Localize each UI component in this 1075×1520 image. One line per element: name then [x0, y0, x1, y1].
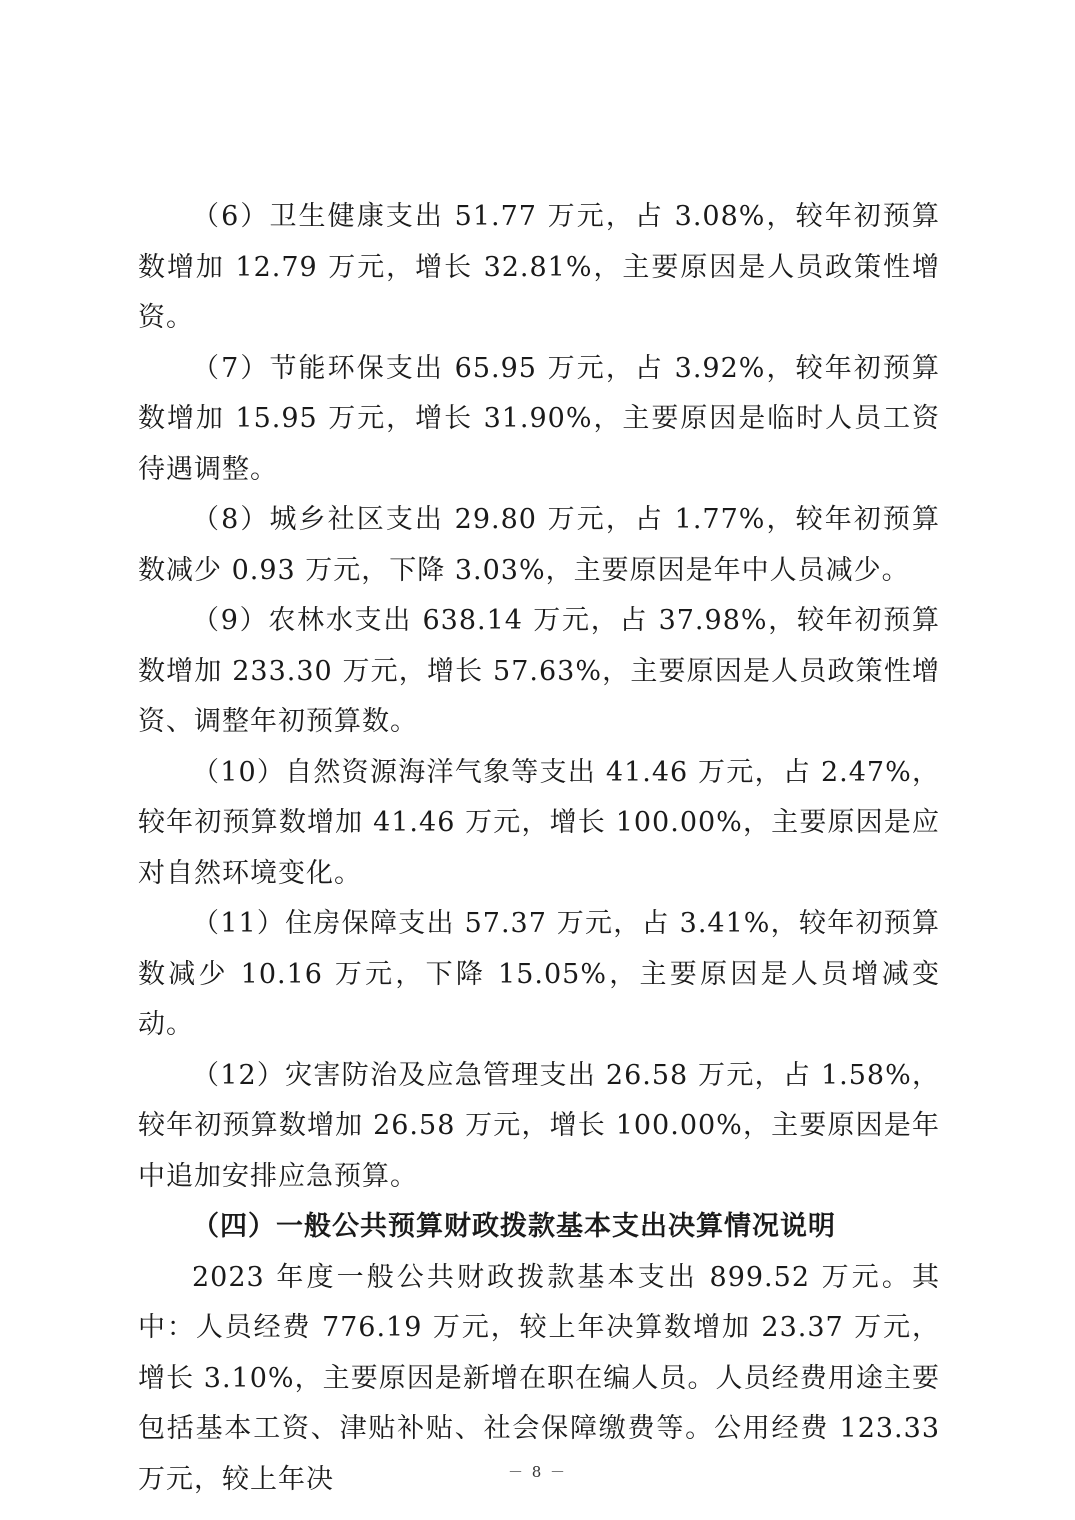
section-heading: （四）一般公共预算财政拨款基本支出决算情况说明: [192, 1211, 836, 1242]
paragraph-housing-security-expenditure: （11）住房保障支出 57.37 万元，占 3.41%，较年初预算数减少 10.16 万元，下降 15.05%，主要原因是人员增减变动。: [138, 908, 940, 1040]
paragraph-health-expenditure: （6）卫生健康支出 51.77 万元，占 3.08%，较年初预算数增加 12.79 万元，增长 32.81%，主要原因是人员政策性增资。: [138, 201, 940, 333]
paragraph-basic-expenditure: 2023 年度一般公共财政拨款基本支出 899.52 万元。其中：人员经费 776.19 万元，较上年决算数增加 23.37 万元，增长 3.10%，主要原因是新增在职在编人员。人员经费用途主要包括基本工资、津贴补贴、社会保障缴费等。公用经费 123.33 万元，较上年决: [138, 1261, 940, 1495]
paragraph-energy-environment-expenditure: （7）节能环保支出 65.95 万元，占 3.92%，较年初预算数增加 15.95 万元，增长 31.90%，主要原因是临时人员工资待遇调整。: [138, 352, 940, 485]
paragraph-natural-resources-expenditure: （10）自然资源海洋气象等支出 41.46 万元，占 2.47%，较年初预算数增加 41.46 万元，增长 100.00%，主要原因是应对自然环境变化。: [138, 756, 940, 889]
paragraph-disaster-prevention-expenditure: （12）灾害防治及应急管理支出 26.58 万元，占 1.58%，较年初预算数增加 26.58 万元，增长 100.00%，主要原因是年中追加安排应急预算。: [138, 1059, 940, 1192]
page-number: － 8 －: [507, 1463, 568, 1481]
paragraph-agriculture-forestry-water-expenditure: （9）农林水支出 638.14 万元，占 37.98%，较年初预算数增加 233.30 万元，增长 57.63%，主要原因是人员政策性增资、调整年初预算数。: [138, 605, 940, 737]
paragraph-urban-rural-community-expenditure: （8）城乡社区支出 29.80 万元，占 1.77%，较年初预算数减少 0.93 万元，下降 3.03%，主要原因是年中人员减少。: [138, 504, 940, 586]
document-body: [138, 192, 940, 1505]
